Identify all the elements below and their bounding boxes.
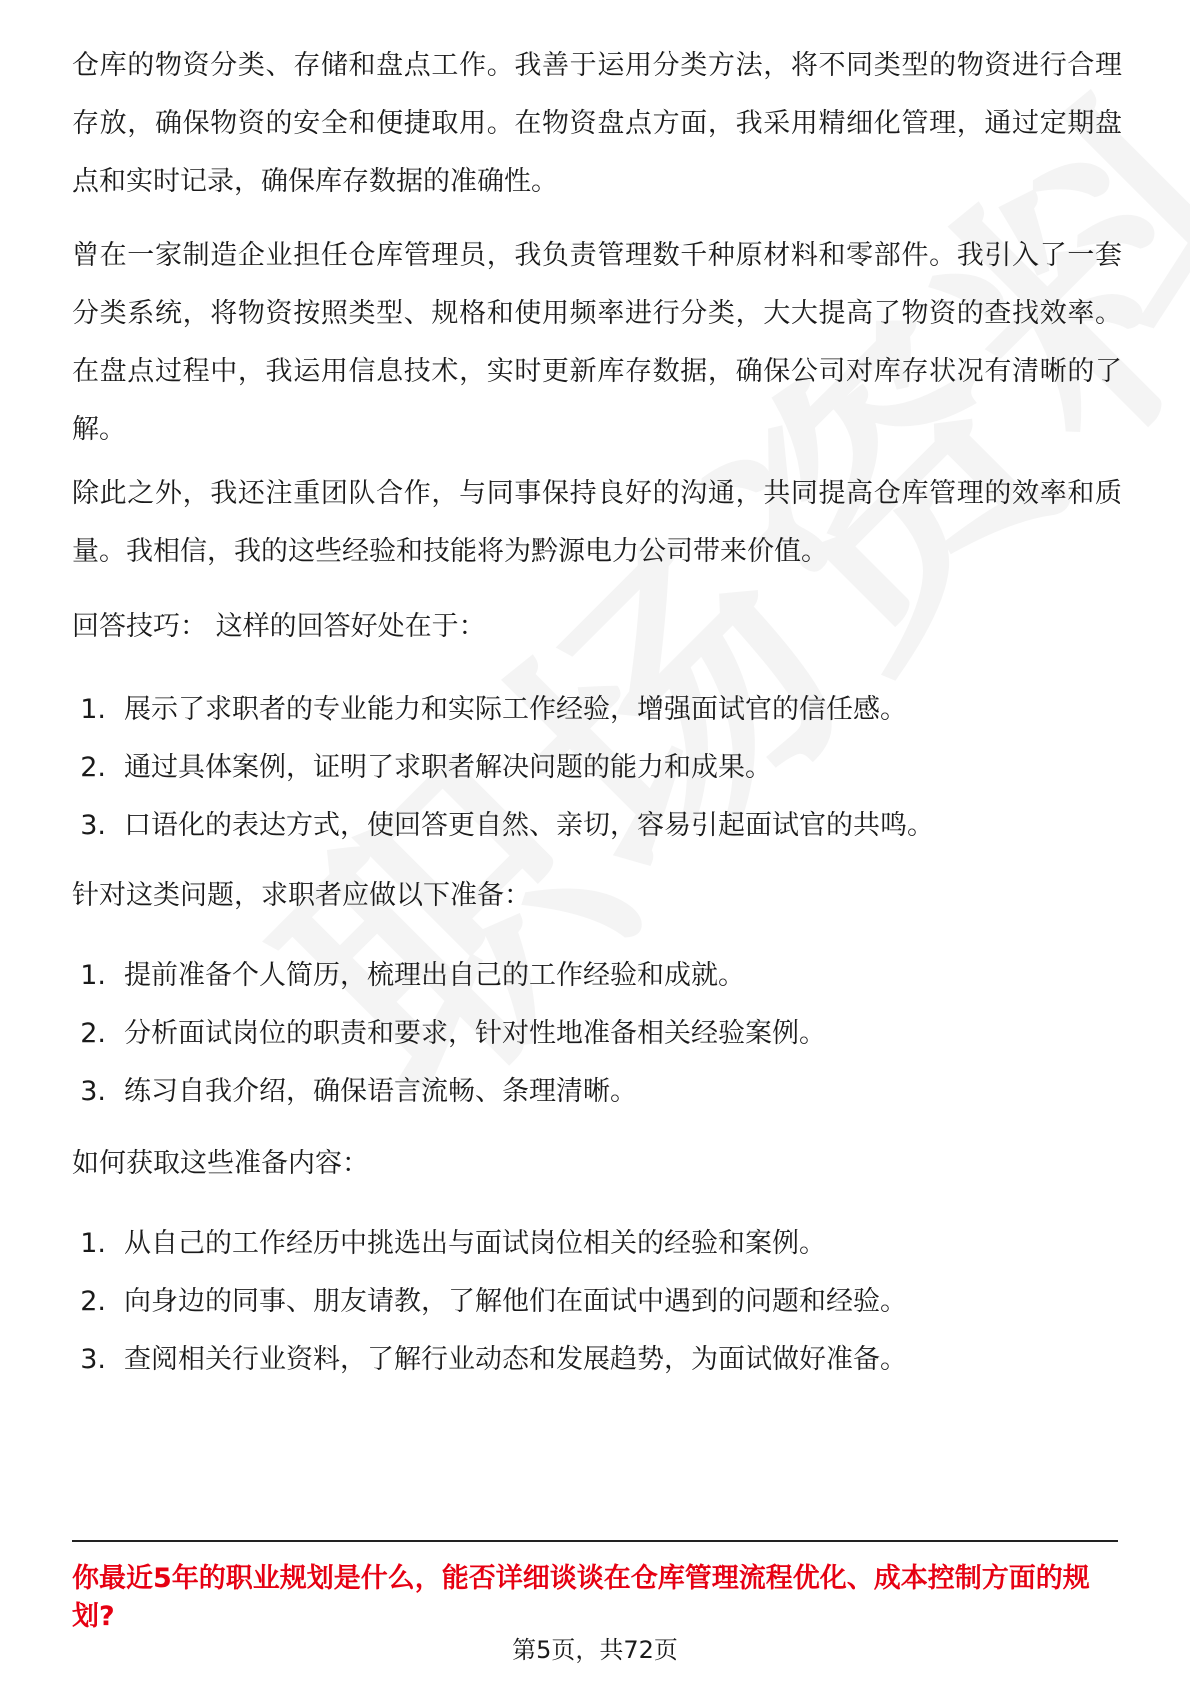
list-item: 1. 提前准备个人简历，梳理出自己的工作经验和成就。 [80,960,745,991]
paragraph-teamwork: 除此之外，我还注重团队合作，与同事保持良好的沟通，共同提高仓库管理的效率和质量。我相信，我的这些经验和技能将为黔源电力公司带来价值。 [72,478,1122,567]
sources-heading: 如何获取这些准备内容： [72,1148,369,1179]
list-item: 2. 向身边的同事、朋友请教，了解他们在面试中遇到的问题和经验。 [80,1286,907,1317]
page-number: 第5页，共72页 [512,1636,678,1664]
paragraph-warehouse-duties: 仓库的物资分类、存储和盘点工作。我善于运用分类方法，将不同类型的物资进行合理存放，确保物资的安全和便捷取用。在物资盘点方面，我采用精细化管理，通过定期盘点和实时记录，确保库存数据的准确性。 [72,50,1122,197]
list-item: 2. 通过具体案例，证明了求职者解决问题的能力和成果。 [80,752,772,783]
tips-heading: 回答技巧： 这样的回答好处在于： [72,611,486,642]
list-item: 2. 分析面试岗位的职责和要求，针对性地准备相关经验案例。 [80,1018,826,1049]
prep-list [72,947,1122,1121]
next-question-heading: 你最近5年的职业规划是什么，能否详细谈谈在仓库管理流程优化、成本控制方面的规划? [72,1563,1090,1632]
list-item: 1. 从自己的工作经历中挑选出与面试岗位相关的经验和案例。 [80,1228,826,1259]
section-divider [72,1540,1118,1542]
paragraph-experience: 曾在一家制造企业担任仓库管理员，我负责管理数千种原材料和零部件。我引入了一套分类系统，将物资按照类型、规格和使用频率进行分类，大大提高了物资的查找效率。在盘点过程中，我运用信息技术，实时更新库存数据，确保公司对库存状况有清晰的了解。 [72,240,1122,445]
list-item: 3. 练习自我介绍，确保语言流畅、条理清晰。 [80,1076,637,1107]
prep-heading: 针对这类问题，求职者应做以下准备： [72,880,531,911]
list-item: 3. 查阅相关行业资料，了解行业动态和发展趋势，为面试做好准备。 [80,1344,907,1375]
list-item: 1. 展示了求职者的专业能力和实际工作经验，增强面试官的信任感。 [80,694,907,725]
sources-list [72,1215,1122,1389]
tips-list [72,681,1122,855]
list-item: 3. 口语化的表达方式，使回答更自然、亲切，容易引起面试官的共鸣。 [80,810,934,841]
